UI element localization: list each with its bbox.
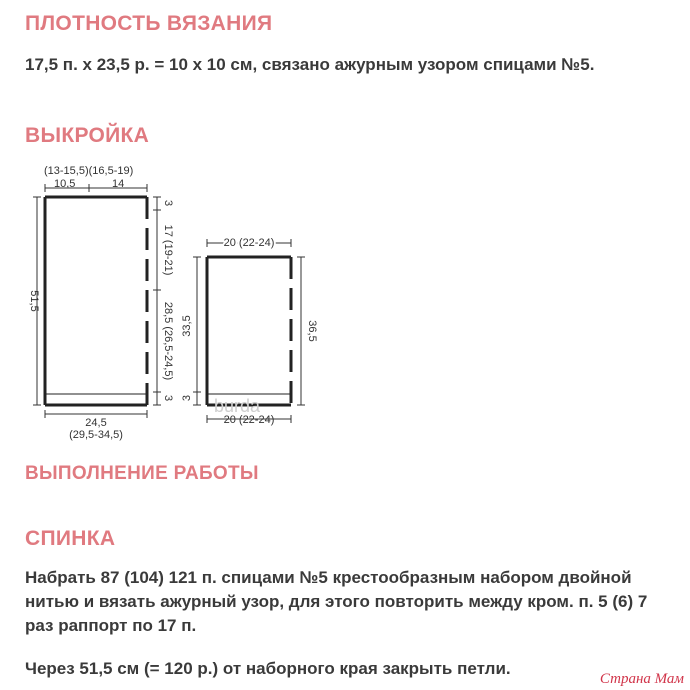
- pattern-schematic: [0, 150, 690, 450]
- body-right-bottom-label: 3: [162, 394, 174, 402]
- sleeve-top-width-label: 20 (22-24): [223, 237, 275, 249]
- body-top-sizes-label: (13-15,5)(16,5-19): [44, 165, 134, 177]
- density-heading: ПЛОТНОСТЬ ВЯЗАНИЯ: [25, 12, 273, 35]
- sleeve-right-height-label: 36,5: [306, 320, 318, 342]
- back-text-2: Через 51,5 см (= 120 р.) от наборного края закрыть петли.: [25, 659, 511, 678]
- body-top-right-label: 14: [112, 178, 125, 190]
- body-bottom-sizes-label: (29,5-34,5): [69, 429, 123, 441]
- density-text: 17,5 п. х 23,5 р. = 10 х 10 см, связано ажурным узором спицами №5.: [25, 55, 595, 74]
- body-bottom-width-label: 24,5: [85, 417, 107, 429]
- sleeve-bottom-width-label: 20 (22-24): [223, 414, 275, 426]
- site-logo: Страна Мам: [599, 671, 684, 687]
- body-right-top-label: 3: [162, 199, 174, 207]
- back-heading: СПИНКА: [25, 527, 116, 550]
- burda-watermark: burda: [214, 396, 261, 416]
- execution-heading: ВЫПОЛНЕНИЕ РАБОТЫ: [25, 463, 259, 484]
- sleeve-left-height-label: 33,5: [181, 315, 193, 337]
- body-right-armhole-label: 17 (19-21): [162, 224, 174, 276]
- pattern-heading: ВЫКРОЙКА: [25, 124, 150, 147]
- sleeve-left-bottom-label: 3: [181, 394, 193, 402]
- body-right-side-label: 28,5 (26,5-24,5): [162, 301, 174, 381]
- body-top-left-label: 10,5: [54, 178, 76, 190]
- body-height-label: 51,5: [28, 290, 40, 312]
- back-text: Набрать 87 (104) 121 п. спицами №5 крестообразным набором двойной нитью и вязать ажурный узор, для этого повторить между кром. п. 5 (6) 7 раз раппорт по 17 п.: [25, 568, 648, 635]
